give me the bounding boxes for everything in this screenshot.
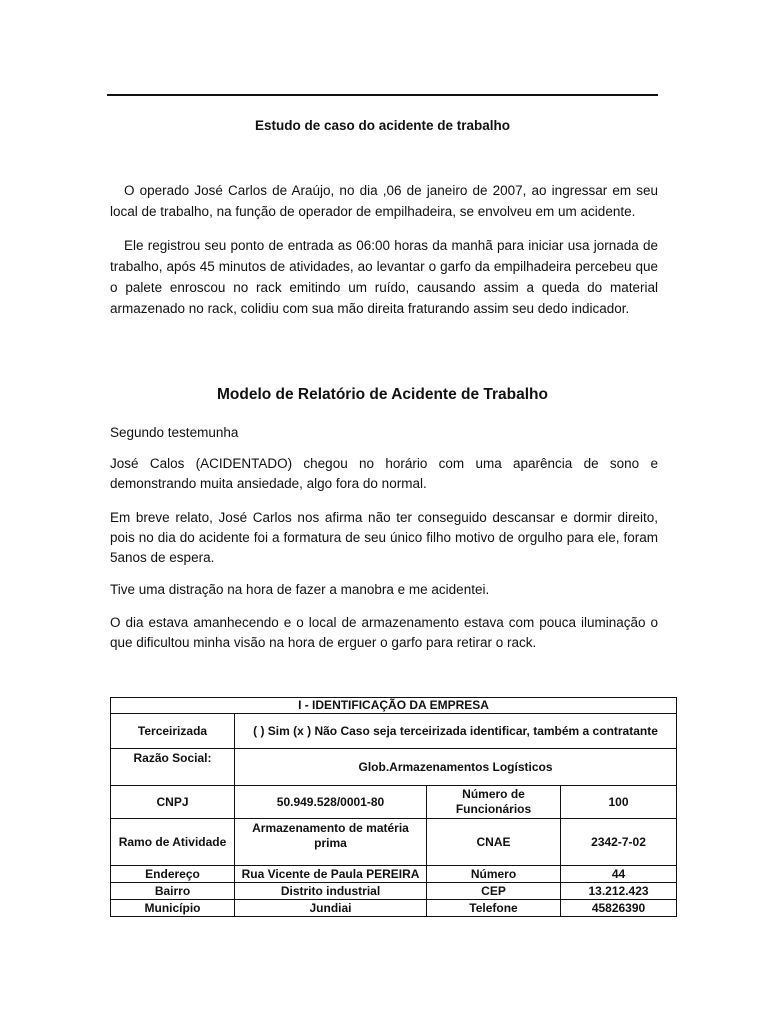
terceirizada-label: Terceirizada — [111, 714, 235, 749]
razao-social-label: Razão Social: — [111, 749, 235, 786]
funcionarios-value: 100 — [561, 786, 677, 819]
razao-social-value: Glob.Armazenamentos Logísticos — [235, 749, 677, 786]
study-title: Estudo de caso do acidente de trabalho — [254, 118, 511, 133]
endereco-value: Rua Vicente de Paula PEREIRA — [235, 866, 427, 883]
company-identification-table — [110, 697, 677, 917]
report-paragraph-5: O dia estava amanhecendo e o local de armazenamento estava com pouca iluminação o que dificultou minha visão na hora de erguer o garfo para retirar o rack. — [110, 615, 658, 650]
cep-label: CEP — [427, 883, 561, 900]
table-row — [111, 866, 677, 883]
ramo-value: Armazenamento de matéria prima — [235, 819, 427, 866]
table-row — [111, 786, 677, 819]
report-title: Modelo de Relatório de Acidente de Trabalho — [216, 386, 548, 403]
report-paragraph-3: Em breve relato, José Carlos nos afirma não ter conseguido descansar e dormir direito, pois no dia do acidente foi a formatura de seu único filho motivo de orgulho para ele, foram 5anos de espera. — [110, 510, 658, 565]
municipio-value: Jundiai — [235, 900, 427, 917]
cnae-label: CNAE — [427, 819, 561, 866]
endereco-label: Endereço — [111, 866, 235, 883]
cnae-value: 2342-7-02 — [561, 819, 677, 866]
numero-label: Número — [427, 866, 561, 883]
table-row — [111, 900, 677, 917]
telefone-value: 45826390 — [561, 900, 677, 917]
table-row — [111, 819, 677, 866]
table-row — [111, 883, 677, 900]
report-paragraph-4: Tive uma distração na hora de fazer a manobra e me acidentei. — [110, 582, 490, 597]
table-row — [111, 749, 677, 786]
table-header-row — [111, 698, 677, 714]
cnpj-value: 50.949.528/0001-80 — [235, 786, 427, 819]
study-paragraph-1: O operado José Carlos de Araújo, no dia ,06 de janeiro de 2007, ao ingressar em seu local de trabalho, na função de operador de empilhadeira, se envolveu em um acidente. — [110, 183, 658, 219]
bairro-label: Bairro — [111, 883, 235, 900]
cnpj-label: CNPJ — [111, 786, 235, 819]
table-row — [111, 714, 677, 749]
bairro-value: Distrito industrial — [235, 883, 427, 900]
municipio-label: Município — [111, 900, 235, 917]
terceirizada-value: ( ) Sim (x ) Não Caso seja terceirizada identificar, também a contratante — [235, 714, 677, 749]
funcionarios-label: Número de Funcionários — [427, 786, 561, 819]
top-rule — [107, 94, 658, 96]
ramo-label: Ramo de Atividade — [111, 819, 235, 866]
numero-value: 44 — [561, 866, 677, 883]
table-header: I - IDENTIFICAÇÃO DA EMPRESA — [111, 698, 677, 714]
report-paragraph-2: José Calos (ACIDENTADO) chegou no horário com uma aparência de sono e demonstrando muita ansiedade, algo fora do normal. — [110, 456, 658, 491]
cep-value: 13.212.423 — [561, 883, 677, 900]
report-paragraph-1: Segundo testemunha — [110, 425, 239, 440]
telefone-label: Telefone — [427, 900, 561, 917]
study-paragraph-2: Ele registrou seu ponto de entrada as 06:00 horas da manhã para iniciar usa jornada de trabalho, após 45 minutos de atividades, ao levantar o garfo da empilhadeira percebeu que o palete enroscou no rack emitindo um ruído, causando assim a queda do material armazenado no rack, colidiu com sua mão direita fraturando assim seu dedo indicador. — [110, 238, 658, 316]
